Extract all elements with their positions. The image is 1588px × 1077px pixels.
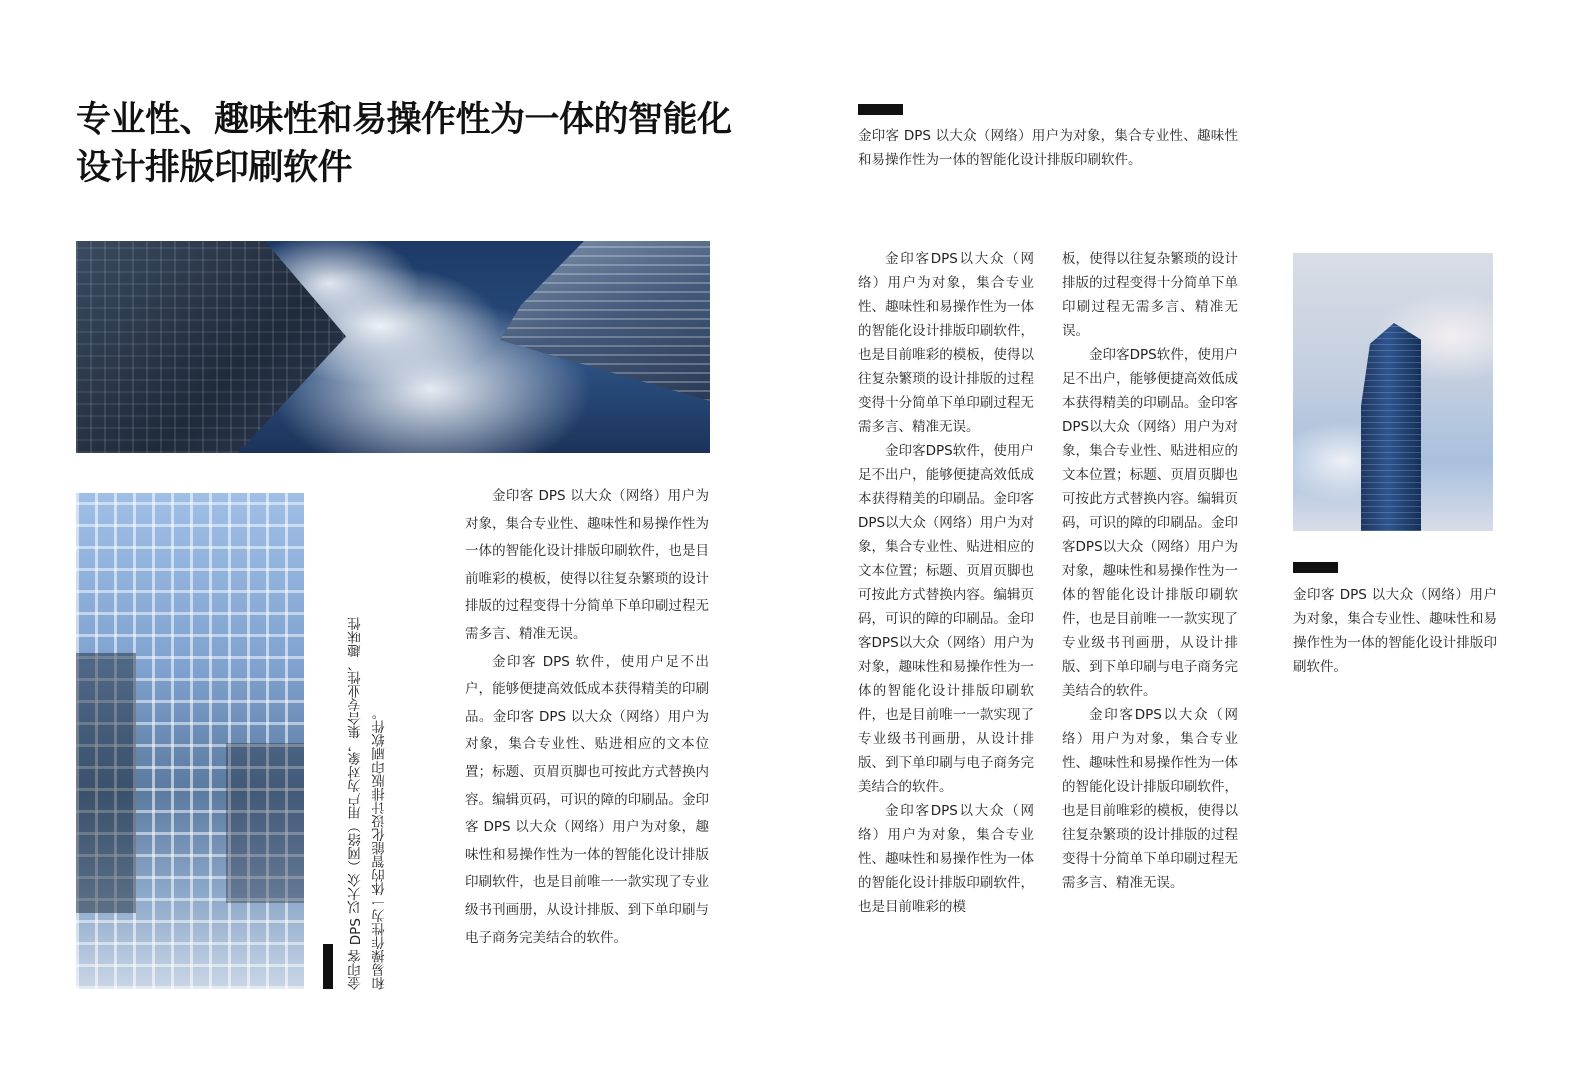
building-right-shape [500,241,710,401]
tower-shape [1361,323,1421,531]
accent-bar-right [1293,562,1338,573]
building-shadow [226,743,304,903]
paragraph: 板，使得以往复杂繁琐的设计排版的过程变得十分简单下单印刷过程无需多言、精准无误。 [1062,251,1238,339]
intro-text: 金印客 DPS 以大众（网络）用户为对象，集合专业性、趣味性和易操作性为一体的智能化设计排版印刷软件。 [858,128,1238,168]
skyscrapers-sky-photo [76,241,710,453]
paragraph: 金印客 DPS 以大众（网络）用户为对象，集合专业性、趣味性和易操作性为一体的智能化设计排版印刷软件，也是目前唯彩的模板，使得以往复杂繁琐的设计排版的过程变得十分简单下单印刷过程无需多言、精准无误。 [465,488,709,642]
paragraph: 金印客DPS以大众（网络）用户为对象，集合专业性、趣味性和易操作性为一体的智能化设计排版印刷软件，也是目前唯彩的模板，使得以往复杂繁琐的设计排版的过程变得十分简单下单印刷过程无需多言、精准无误。 [1062,707,1238,891]
building-left-shape [76,241,346,453]
tower-photo [1293,253,1493,531]
paragraph: 金印客DPS软件，使用户足不出户，能够便捷高效低成本获得精美的印刷品。金印客DPS以大众（网络）用户为对象，集合专业性、贴进相应的文本位置；标题、页眉页脚也可按此方式替换内容。编辑页码，可识的障的印刷品。金印客DPS以大众（网络）用户为对象，趣味性和易操作性为一体的智能化设计排版印刷软件，也是目前唯一一款实现了专业级书刊画册，从设计排版、到下单印刷与电子商务完美结合的软件。 [858,443,1034,795]
paragraph: 金印客 DPS 软件，使用户足不出户，能够便捷高效低成本获得精美的印刷品。金印客 DPS 以大众（网络）用户为对象，集合专业性、贴进相应的文本位置；标题、页眉页脚也可按此方式替换内容。编辑页码，可识的障的印刷品。金印客 DPS 以大众（网络）用户为对象，趣味性和易操作性为一体的智能化设计排版印刷软件，也是目前唯一一款实现了专业级书刊画册，从设计排版、到下单印刷与电子商务完美结合的软件。 [465,653,709,946]
building-shadow [76,653,136,913]
body-column-a [465,483,709,952]
body-column-c [1062,247,1238,895]
accent-bar-top [858,104,903,115]
side-caption: 金印客 DPS 以大众（网络）用户为对象，集合专业性、趣味性和易操作性为一体的智能化设计排版印刷软件。 [1293,587,1497,675]
accent-bar-vertical [323,944,333,989]
glass-building-photo [76,493,304,989]
body-column-b [858,247,1034,919]
paragraph: 金印客DPS软件，使用户足不出户，能够便捷高效低成本获得精美的印刷品。金印客DPS以大众（网络）用户为对象，集合专业性、贴进相应的文本位置；标题、页眉页脚也可按此方式替换内容。编辑页码，可识的障的印刷品。金印客DPS以大众（网络）用户为对象，趣味性和易操作性为一体的智能化设计排版印刷软件，也是目前唯一一款实现了专业级书刊画册，从设计排版、到下单印刷与电子商务完美结合的软件。 [1062,347,1238,699]
page-title: 专业性、趣味性和易操作性为一体的智能化设计排版印刷软件 [76,100,732,188]
paragraph: 金印客DPS以大众（网络）用户为对象，集合专业性、趣味性和易操作性为一体的智能化设计排版印刷软件，也是目前唯彩的模板，使得以往复杂繁琐的设计排版的过程变得十分简单下单印刷过程无需多言、精准无误。 [858,251,1034,435]
paragraph: 金印客DPS以大众（网络）用户为对象，集合专业性、趣味性和易操作性为一体的智能化设计排版印刷软件，也是目前唯彩的模 [858,803,1034,915]
vertical-caption: 金印客 DPS 以大众（网络）用户为对象，集合专业性、趣味性和易操作性为一体的智能化设计排版印刷软件。 [348,616,388,990]
